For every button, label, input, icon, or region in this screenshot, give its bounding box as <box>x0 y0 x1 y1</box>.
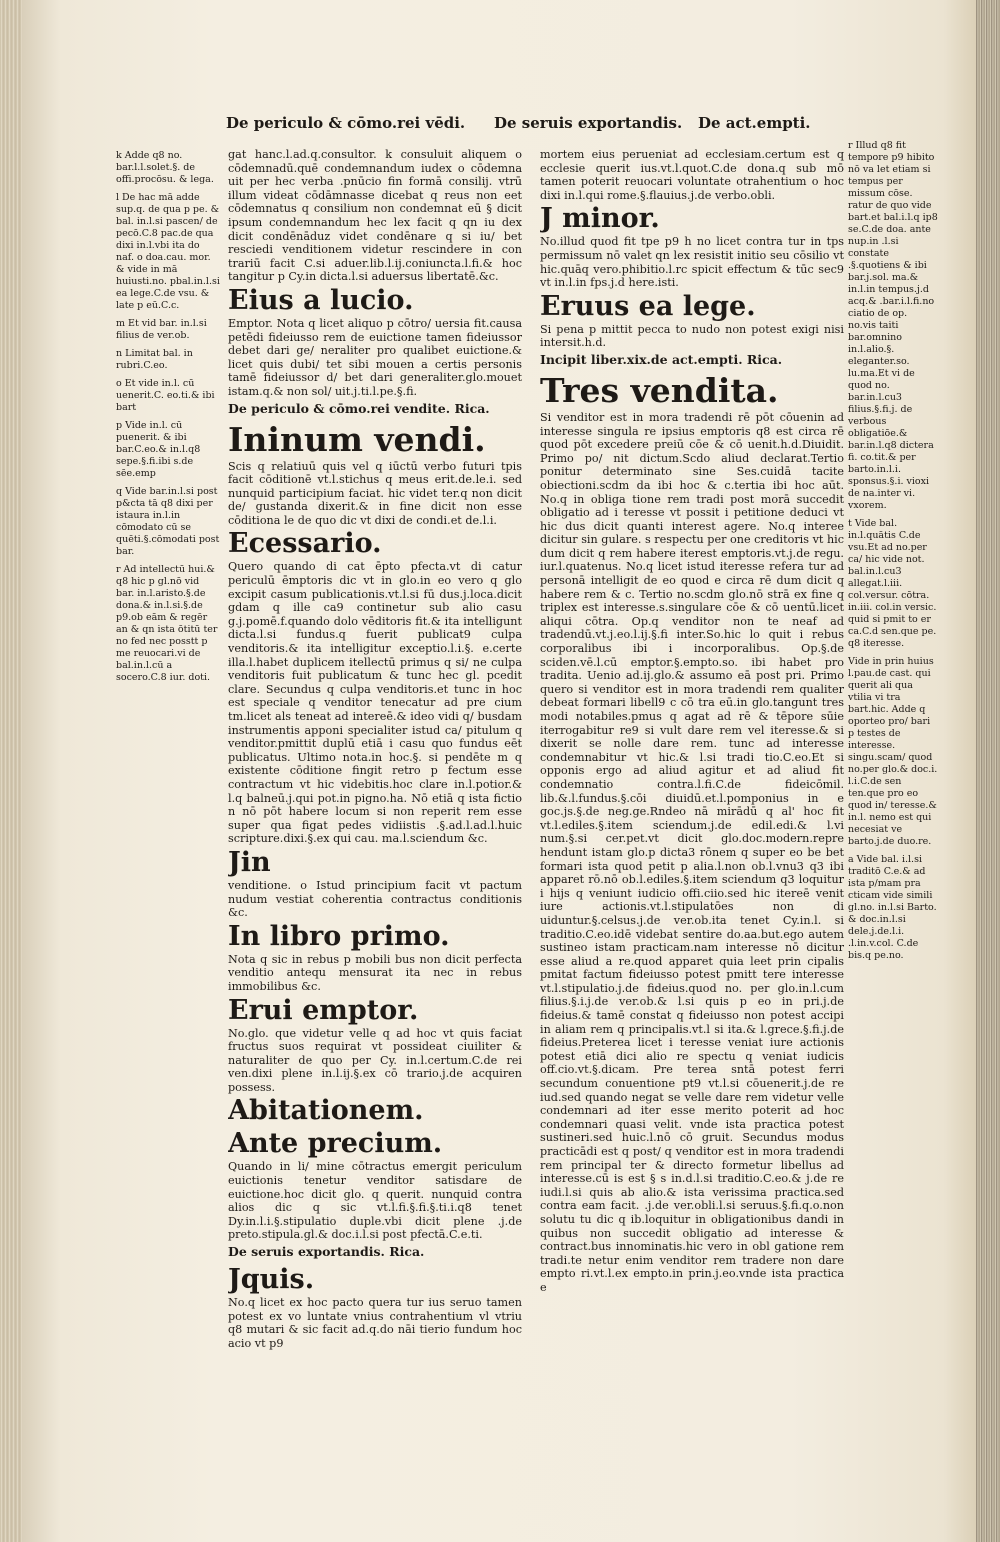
marginal-note: r Illud q8 fit tempore p9 hibito nō va let etiam si tempus per missum cōse. ratur de quo vide bart.et bal.i.l.q ip8 se.C.de doa. ante nup.in .l.si constate .§.quotiens & ibi bar.j.sol. ma.& in.l.in tempus.j.d acq.& .bar.i.l.fi.no ciatio de op. no.vis taiti bar.omnino in.l.alio.§. eleganter.so. lu.ma.Et vi de quod no. bar.in.l.cu3 filius.§.fi.j. de verbous obligatiōe.& bar.in.l.q8 dictera fi. co.tit.& per barto.in.l.i. sponsus.§.i. vioxi de na.inter vi. vxorem. <box>848 140 938 511</box>
marginal-note: l De hac mā adde sup.q. de qua p pe. & bal. in.l.si pascen/ de pecō.C.8 pac.de qua dixi in.l.vbi ita do naf. o doa.cau. mor. & vide in mā huiusti.no. pbal.in.l.si ea lege.C.de vsu. & late p eū.C.c. <box>116 192 220 311</box>
text-paragraph: Scis q relatiuū quis vel q iūctū verbo futuri tpis facit cōditionē vt.l.stichus q meus erit.de.le.i. sed nunquid participium faciat. hic videt ter.q non dicit de/ gustanda dixerit.& in fine dicit non esse cōditiona le de quo dic vt dixi de condi.et de.l.i. <box>228 459 522 527</box>
marginal-note: m Et vid bar. in.l.si filius de ver.ob. <box>116 318 207 341</box>
gloss-lemma-heading: J minor. <box>540 203 660 235</box>
section-rubric: De periculo & cōmo.rei vendite. Rica. <box>228 400 490 416</box>
gloss-lemma-heading: Tres vendita. <box>540 370 779 410</box>
marginal-note: Vide in prin huius l.pau.de cast. qui querit ali qua vtilia vi tra bart.hic. Adde q oporteo pro/ bari p testes de interesse. singu.scam/ quod no.per glo.& doc.i. l.i.C.de sen ten.que pro eo quod in/ teresse.& in.l. nemo est qui necesiat ve barto.j.de duo.re. <box>848 656 938 847</box>
text-paragraph: venditione. o Istud principium facit vt pactum nudum vestiat coherentia contractus conditionis &c. <box>228 878 522 920</box>
marginal-note: n Limitat bal. in rubri.C.eo. <box>116 348 193 371</box>
gloss-lemma-heading: Eruus ea lege. <box>540 290 756 322</box>
text-paragraph: Si pena p mittit pecca to nudo non potest exigi nisi intersit.h.d. <box>540 322 844 350</box>
text-column-left <box>228 148 522 1448</box>
marginal-note: r Ad intellectū hui.& q8 hic p gl.nō vid bar. in.l.aristo.§.de dona.& in.l.si.§.de p9.ob eām & regēr an & qn ista ōtitū ter no fed nec posstt p me reuocari.vi de bal.in.l.cū a socero.C.8 iur. doti. <box>116 564 218 683</box>
gloss-lemma-heading: Eius a lucio. <box>228 284 414 316</box>
gloss-lemma-heading: In libro primo. <box>228 920 450 952</box>
gloss-lemma-heading: Ecessario. <box>228 528 382 560</box>
text-paragraph: Nota q sic in rebus p mobili bus non dicit perfecta venditio antequ mensurat ita nec in rebus immobilibus &c. <box>228 952 522 993</box>
gloss-lemma-heading: Jin <box>228 846 271 878</box>
marginal-note: o Et vide in.l. cū uenerit.C. eo.ti.& ibi bart <box>116 378 215 413</box>
book-left-edge <box>0 0 24 1542</box>
left-marginal-notes <box>116 150 220 1290</box>
section-rubric: De seruis exportandis. Rica. <box>228 1244 425 1260</box>
gloss-lemma-heading: Erui emptor. <box>228 994 419 1026</box>
text-paragraph: No.illud quod fit tpe p9 h no licet contra tur in tps permissum nō valet qn lex resistit initio seu cōsilio vt hic.quāq vero.phibitio.l.rc spicit effectum & tūc sec9 vt in.l.in fps.j.d here.isti. <box>540 235 844 290</box>
running-header-right: De act.empti. <box>698 114 811 132</box>
gloss-lemma-heading: Abitationem. <box>228 1095 424 1127</box>
text-paragraph: Quero quando di cat ēpto pfecta.vt di catur periculū ēmptoris dic vt in glo.in eo vero q glo excipit casum publicationis.vt.l.si fū dus.j.loca.dicit gdam q ille ca9 continetur sub alio casu g.j.pomē.f.quando dolo vēditoris fit.& ita intelligunt dicta.l.si fundus.q fuerit publicat9 culpa venditoris.& ita intelligitur exceptio.l.i.§. e.certe illa.l.habet duplicem itellectū primus q si/ ne culpa venditoris fuit publicatum & tunc hec gl. pcedit clare. Secundus q culpa venditoris.et tunc in hoc est speciale q venditor tenecatur ad pre cium tm.licet als teneat ad intereē.& ideo vidi q/ busdam instrumentis apponi specialiter istud ca/ pitulum q venditor.pmittit duplū etiā i casu quo fundus eēt publicatus. Ultimo nota.in hoc.§. si pendēte m q existente cōditione fingit retro p fectum esse contractum vt hic videbitis.hoc clare in.l.potior.& l.q balneū.j.qui pot.in pigno.ha. Nō etiā q ista fictio n nō pōt habere locum si non reperit rem esse super qua figat pedes vidiistis .§.ad.l.ad.l.huic scripture.dixi.§.ex qui cau. ma.l.sciendum &c. <box>228 560 522 846</box>
section-rubric: Incipit liber.xix.de act.empti. Rica. <box>540 351 783 367</box>
text-paragraph: Emptor. Nota q licet aliquo p cōtro/ uersia fit.causa petēdi fideiusso rem de euictione tamen fideiussor debet dari ge/ neraliter pro qualibet euictione.& licet quis dubi/ tet sibi mouen a certis personis tamē fideiussor d/ bet dari generaliter.glo.mouet istam.q.& non sol/ uit.j.ti.l.pe.§.fi. <box>228 316 522 398</box>
marginal-note: p Vide in.l. cū puenerit. & ibi bar.C.eo.& in.l.q8 sepe.§.fi.ibi s.de sēe.emp <box>116 420 201 479</box>
text-column-right <box>540 148 844 1478</box>
book-right-edge <box>976 0 1000 1542</box>
running-header-left: De periculo & cōmo.rei vēdi. <box>226 114 466 132</box>
marginal-note: k Adde q8 no. bar.l.l.solet.§. de offi.procōsu. & lega. <box>116 150 214 185</box>
gloss-lemma-heading: Ante precium. <box>228 1128 443 1160</box>
text-paragraph: No.q licet ex hoc pacto quera tur ius seruo tamen potest ex vo luntate vnius contrahentium vl vtriu q8 mutari & sic facit ad.q.do nāi tierio fundum hoc acio vt p9 <box>228 1296 522 1350</box>
right-marginal-notes <box>848 140 938 1220</box>
text-paragraph: gat hanc.l.ad.q.consultor. k consuluit aliquem o cōdemnadū.quē condemnandum iudex o cōdemna uit per hec verba .pnūcio fin formā consilij. vtrū illum videat cōdāmnasse dicebat q reus non eet cōdemnatus q consilium non condemnat eū § dicit ipsum condemnandum hec lex facit q qn iu dex dicit condēnāduz videt condēnare q si iu/ bet resciedi venditionem videtur rescindere in con trariū facit C.si aduer.lib.l.ij.coniuncta.l.fi.& hoc tangitur p Cy.in dicta.l.si aduersus libertatē.&c. <box>228 148 522 284</box>
text-paragraph: Quando in li/ mine cōtractus emergit periculum euictionis tenetur venditor satisdare de euictione.hoc dicit glo. q querit. nunquid contra alios dic q sic vt.l.fi.§.fi.§.ti.i.q8 tenet Dy.in.l.i.§.stipulatio duple.vbi dicit plene .j.de preto.stipula.gl.& doc.i.l.si post pfectā.C.e.ti. <box>228 1160 522 1242</box>
text-paragraph: mortem eius perueniat ad ecclesiam.certum est q ecclesie querit ius.vt.l.quot.C.de dona.q sub mō tamen poterit reuocari voluntate otrahentium o hoc dixi in.l.qui rome.§.flauius.j.de verbo.obli. <box>540 148 844 202</box>
gloss-lemma-heading: Ininum vendi. <box>228 419 486 459</box>
gloss-lemma-heading: Jquis. <box>228 1264 315 1296</box>
marginal-note: a Vide bal. i.l.si traditō C.e.& ad ista p/mam pra cticam vide simili gl.no. in.l.si Barto. & doc.in.l.si dele.j.de.l.i. .l.in.v.col. C.de bis.q pe.no. <box>848 854 937 961</box>
marginal-note: q Vide bar.in.l.si post p&cta tā q8 dixi per istaura in.l.in cōmodato cū se quēti.§.cōmodati post bar. <box>116 486 220 557</box>
running-header-center: De seruis exportandis. <box>494 114 683 132</box>
marginal-note: t Vide bal. in.l.quātis C.de vsu.Et ad no.per ca/ hic vide not. bal.in.l.cu3 allegat.l.iii. col.versur. cōtra. in.iii. col.in versic. quid si pmit to er ca.C.d sen.que pe. q8 iteresse. <box>848 518 937 649</box>
text-paragraph: Si venditor est in mora tradendi rē pōt cōuenin ad interesse singula re ipsius emptoris q8 est circa rē quod pōt excedere preiū cōe & cō uenit.h.d.Diuidit. Primo po/ nit dictum.Scdo aliud declarat.Tertio ponitur determinato sine Ses.cuidā tacite obiectioni.scdm da ibi hoc & c.tertia ibi hoc aūt. No.q in obliga tione rem tradi post morā succedit obligatio ad i teresse vt possit i petitione deduci vt hic dus dicit quanti interest agere. No.q interee dicitur sin gulare. s respectu per one creditoris vt hic dum dicit q rem habere iterest emptoris.vt.j.de regu. iur.l.quatenus. No.q licet istud iteresse refera tur ad personā intelligit de eo quod e circa rē dum dicit q habere rem & c. Tertio no.scdm glo.nō strā ex fine q triplex est interesse.s.singulare cōe & cō uentū.licet aliqui cōtra. Op.q venditor non te neaf ad tradendū.vt.j.eo.l.ij.§.fi inter.So.hic lo quit i rebus corporalibus ibi i incorporalibus. Op.§.de sciden.vē.l.cū emptor.§.empto.so. ibi habet pro tradita. Uenio ad.ij.glo.& assumo eā post pri. Primo quero si venditor est in mora tradendi rem qualiter debeat formari libell9 c cō tra eū.in glo.tangunt tres modi notabiles.pmus q agat ad rē & tēpore sūie iterrogabitur re9 si vult dare rem vel iteresse.& si dixerit se nolle dare rem. tunc ad interesse condemnabitur vt hic.& l.si tradi tio.C.eo.Et si opponis ergo ad aliud agitur et ad aliud fit condemnatio contra.l.fi.C.de fideicōmil. lib.&.l.fundus.§.cōi diuidū.et.l.pomponius in e goc.js.§.de neg.ge.Rndeo nā mirādū q al' hoc fit vt.l.ediles.§.item sciendum.j.de edil.edi.& l.vi num.§.si cer.pet.vt dicit glo.doc.modern.repre hendunt istam glo.p dicta3 rōnem q super eo be bet formari ista quod petit p alia.l.non ob.l.vnu3 q3 ibi apparet rō.nō ob.l.ediles.§.item sciendum q3 loquitur i hijs q veniunt iudicio offi.ciio.sed hic itereē venit iure actionis.vt.l.stipulatōes non di uiduntur.§.celsus.j.de ver.ob.ita tenet Cy.in.l. si traditio.C.eo.idē videbat sentire do.aa.but.ego autem sustineo istam practicam.nam interesse nō dicitur esse aliud a re.quod apparet quia leet prin cipalis pmitat factum fideiusso potest pmitt tere interesse vt.l.stipulatio.j.de fideius.quod no. per glo.in.l.cum filius.§.i.j.de ver.ob.& l.si quis p eo in pri.j.de fideius.& tamē constat q fideiusso non potest accipi in aliam rem q principalis.vt.l si ita.& l.grece.§.fi.j.de fideius.Preterea licet i teresse veniat iure actionis potest etiā dici alio re spectu q veniat iudicis off.cio.vt.§.dicam. Pre terea sntā potest ferri secundum conuentione pt9 vt.l.si cōuenerit.j.de re iud.sed quando negat se velle dare rem videtur velle condemnari ad iter esse merito poterit ad hoc condemnari quasi velit. vnde ista practica potest sustineri.sed huic.l.nō cō gruit. Secundus modus practicādi est q post/ q venditor est in mora tradendi rem principal ter & directo formetur libellus ad interesse.cū is est § s in.d.l.si traditio.C.eo.& j.de re iudi.l.si quis ab alio.& ista verissima practica.sed contra eam facit. .j.de ver.obli.l.si seruus.§.fi.q.o.non solutu tu dic q ib.loquitur in obligationibus dandi in quibus non succedit obligatio ad interesse & contract.bus innominatis.hic vero in obl gatione rem tradi.te netur enim venditor rem tradere non dare empto ri.vt.l.ex empto.in prin.j.eo.vnde ista practica e <box>540 410 844 1294</box>
text-paragraph: No.glo. que videtur velle q ad hoc vt quis faciat fructus suos requirat vt possideat ciuiliter & naturaliter de quo per Cy. in.l.certum.C.de rei ven.dixi plene in.l.ij.§.ex cō trario.j.de acquiren possess. <box>228 1026 522 1094</box>
